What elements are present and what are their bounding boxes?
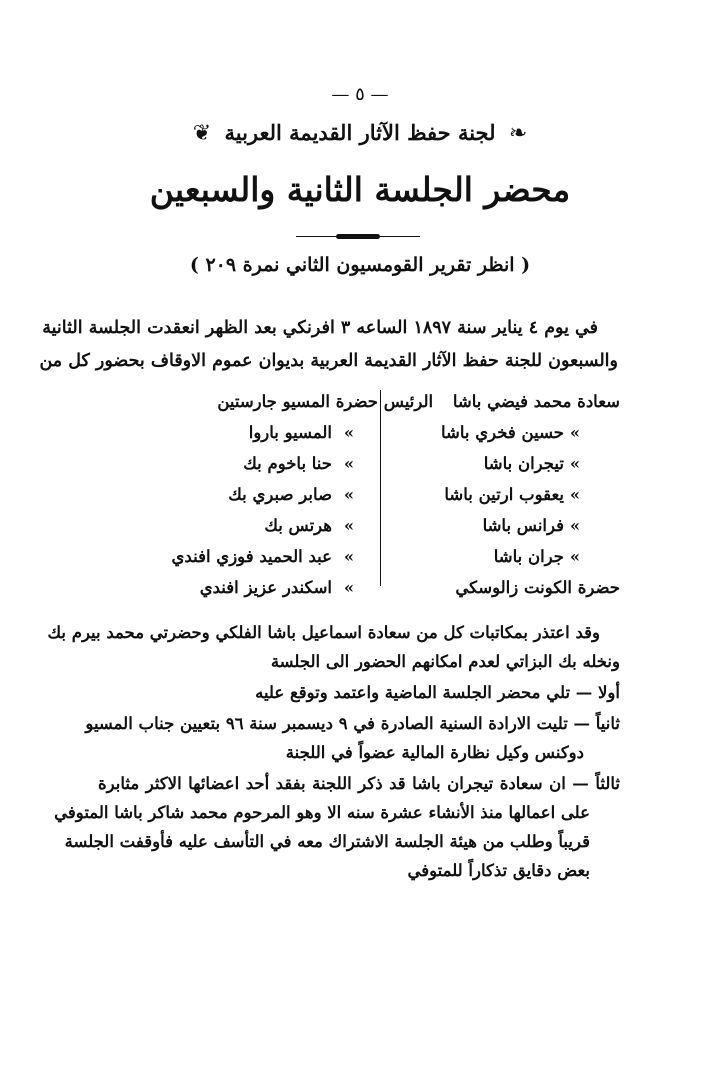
attendee-row [380, 510, 620, 541]
item-third-cont: قريباً وطلب من هيئة الجلسة الاشتراك معه في التأسف عليه فأوقفت الجلسة [64, 832, 590, 851]
intro-line: والسبعون للجنة حفظ الآثار القديمة العربية بديوان عموم الاوقاف بحضور كل من [39, 351, 618, 371]
attendee-name: حنا باخوم بك [243, 454, 332, 473]
attendee-name: حضرة المسيو جارستين [217, 392, 378, 411]
ditto-mark: » [570, 485, 580, 504]
attendee-role: الرئيس [383, 392, 434, 411]
attendance-list [98, 386, 620, 608]
attendee-name: هرتس بك [264, 516, 332, 535]
ditto-mark: » [344, 485, 354, 504]
committee-heading-text: لجنة حفظ الآثار القديمة العربية [224, 120, 496, 145]
attendee-name: المسيو باروا [248, 423, 332, 442]
attendee-row [178, 510, 378, 541]
attendee-name: صابر صبري بك [228, 485, 332, 504]
ditto-mark: » [344, 516, 354, 535]
attendee-row [380, 417, 620, 448]
item-third-cont: بعض دقايق تذكاراً للمتوفي [407, 861, 590, 880]
ditto-mark: » [344, 423, 354, 442]
attendee-name: حضرة الكونت زالوسكي [455, 578, 620, 597]
attendee-name: جران باشا [493, 547, 564, 566]
apology-line: ونخله بك البزاتي لعدم امكانهم الحضور الى الجلسة [270, 652, 620, 671]
intro-line: في يوم ٤ يناير سنة ١٨٩٧ الساعه ٣ افرنكي بعد الظهر انعقدت الجلسة الثانية [42, 318, 598, 338]
attendee-row [178, 386, 378, 417]
title-divider [296, 233, 420, 240]
item-third-cont: على اعمالها منذ الأنشاء عشرة سنه الا وهو المرحوم محمد شاكر باشا المتوفي [54, 803, 590, 822]
ditto-mark: » [570, 516, 580, 535]
ditto-mark: » [344, 578, 354, 597]
minutes-body [47, 618, 620, 885]
item-first: أولا — تلي محضر الجلسة الماضية واعتمد وتوقع عليه [255, 683, 620, 702]
attendee-name: حسين فخري باشا [441, 423, 564, 442]
attendee-row [380, 479, 620, 510]
ditto-mark: » [344, 547, 354, 566]
ditto-mark: » [570, 423, 580, 442]
attendee-name: اسكندر عزيز افندي [199, 578, 332, 597]
attendee-row [171, 541, 378, 572]
ditto-mark: » [344, 454, 354, 473]
item-third: ثالثاً — ان سعادة تيجران باشا قد ذكر اللجنة بفقد أحد اعضائها الاكثر مثابرة [98, 774, 620, 793]
attendee-row [178, 479, 378, 510]
intro-paragraph [39, 312, 618, 378]
report-reference: ( انظر تقرير القومسيون الثاني نمرة ٢٠٩ ) [189, 254, 531, 276]
attendance-left-column [171, 386, 378, 603]
attendance-right-column [380, 386, 620, 603]
attendee-row [380, 386, 620, 417]
committee-heading [0, 120, 720, 146]
attendee-row [178, 417, 378, 448]
item-second-cont: دوكنس وكيل نظارة المالية عضواً في اللجنة [285, 743, 584, 762]
attendee-row [380, 448, 620, 479]
attendee-row [178, 572, 378, 603]
session-title: محضر الجلسة الثانية والسبعين [149, 170, 571, 209]
attendee-name: عبد الحميد فوزي افندي [171, 547, 332, 566]
ornament-left-icon: ❦ [192, 121, 212, 146]
ornament-right-icon: ❧ [508, 121, 528, 146]
apology-line: وقد اعتذر بمكاتبات كل من سعادة اسماعيل باشا الفلكي وحضرتي محمد بيرم بك [47, 623, 600, 642]
attendee-name: فرانس باشا [482, 516, 564, 535]
attendee-row [380, 541, 620, 572]
attendee-name: يعقوب ارتين باشا [444, 485, 564, 504]
ditto-mark: » [570, 547, 580, 566]
attendee-name: سعادة محمد فيضي باشا [452, 392, 620, 411]
ditto-mark: » [570, 454, 580, 473]
attendee-row [380, 572, 620, 603]
column-divider [380, 390, 381, 586]
attendee-row [178, 448, 378, 479]
item-second: ثانياً — تليت الارادة السنية الصادرة في ٩ ديسمبر سنة ٩٦ بتعيين جناب المسيو [85, 714, 620, 733]
page-number: — ٥ — [331, 84, 389, 105]
attendee-name: تيجران باشا [483, 454, 564, 473]
